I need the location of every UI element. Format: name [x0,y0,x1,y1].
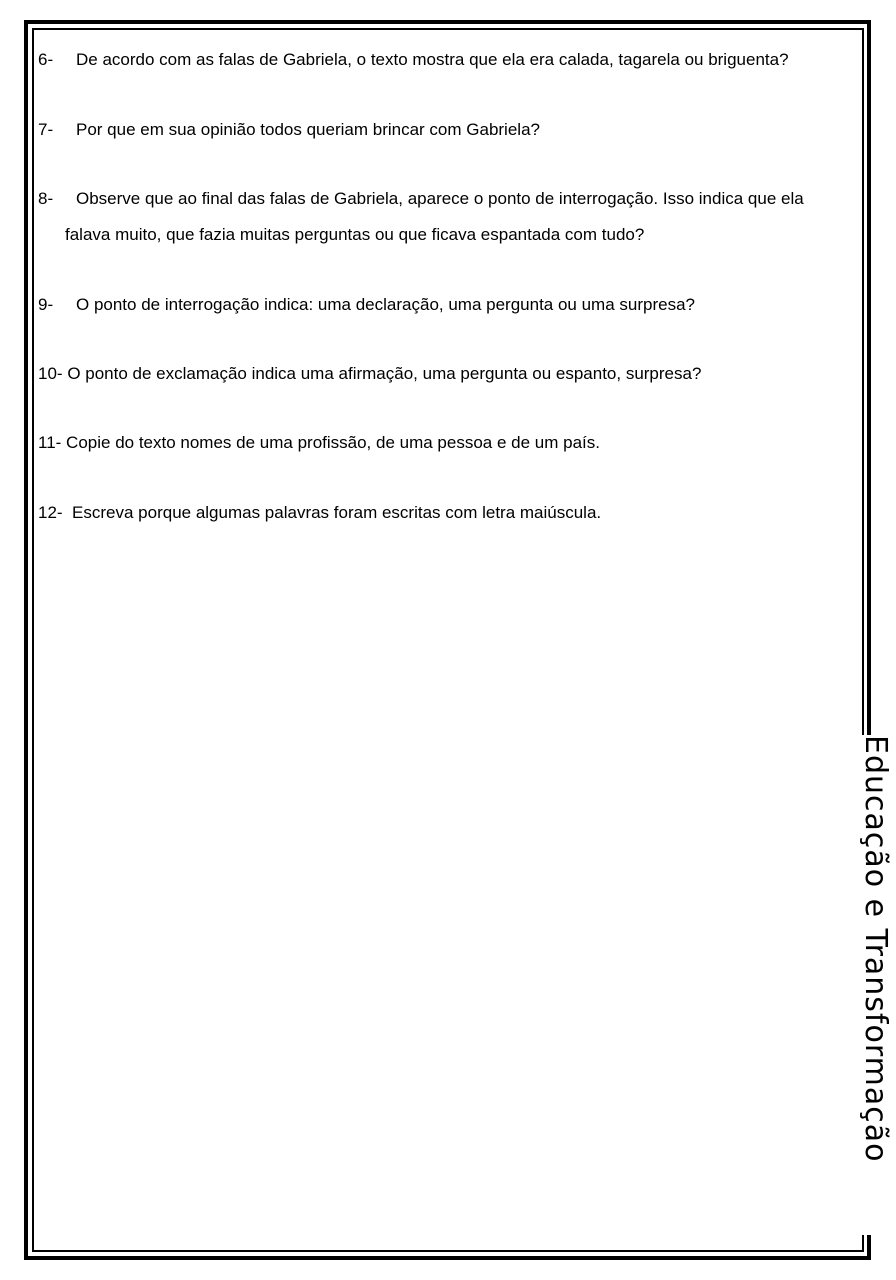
question-text: Observe que ao final das falas de Gabriela, aparece o ponto de interrogação. Isso indica que ela [76,189,804,208]
side-watermark-text: Educação e Transformação [858,735,893,1163]
question-9 [38,287,695,323]
question-number: 12- [38,503,63,522]
question-number: 9- [38,295,54,314]
question-number: 7- [38,120,54,139]
question-text: O ponto de interrogação indica: uma declaração, uma pergunta ou uma surpresa? [76,295,695,314]
question-text-continuation: falava muito, que fazia muitas perguntas ou que ficava espantada com tudo? [65,225,645,244]
question-8 [38,181,804,253]
question-number: 8- [38,189,54,208]
question-text: Copie do texto nomes de uma profissão, de uma pessoa e de um país. [66,433,600,452]
question-number: 11- [38,433,62,452]
question-text: Escreva porque algumas palavras foram escritas com letra maiúscula. [72,503,602,522]
question-number: 10- [38,364,63,383]
question-10 [38,356,701,392]
question-number: 6- [38,50,54,69]
question-text: De acordo com as falas de Gabriela, o texto mostra que ela era calada, tagarela ou briguenta? [76,50,789,69]
question-12 [38,495,601,531]
side-watermark [858,735,896,1235]
question-11 [38,425,600,461]
stray-mark [868,88,870,90]
question-text: Por que em sua opinião todos queriam brincar com Gabriela? [76,120,540,139]
question-text: O ponto de exclamação indica uma afirmação, uma pergunta ou espanto, surpresa? [67,364,702,383]
question-7 [38,112,540,148]
question-6 [38,42,789,78]
